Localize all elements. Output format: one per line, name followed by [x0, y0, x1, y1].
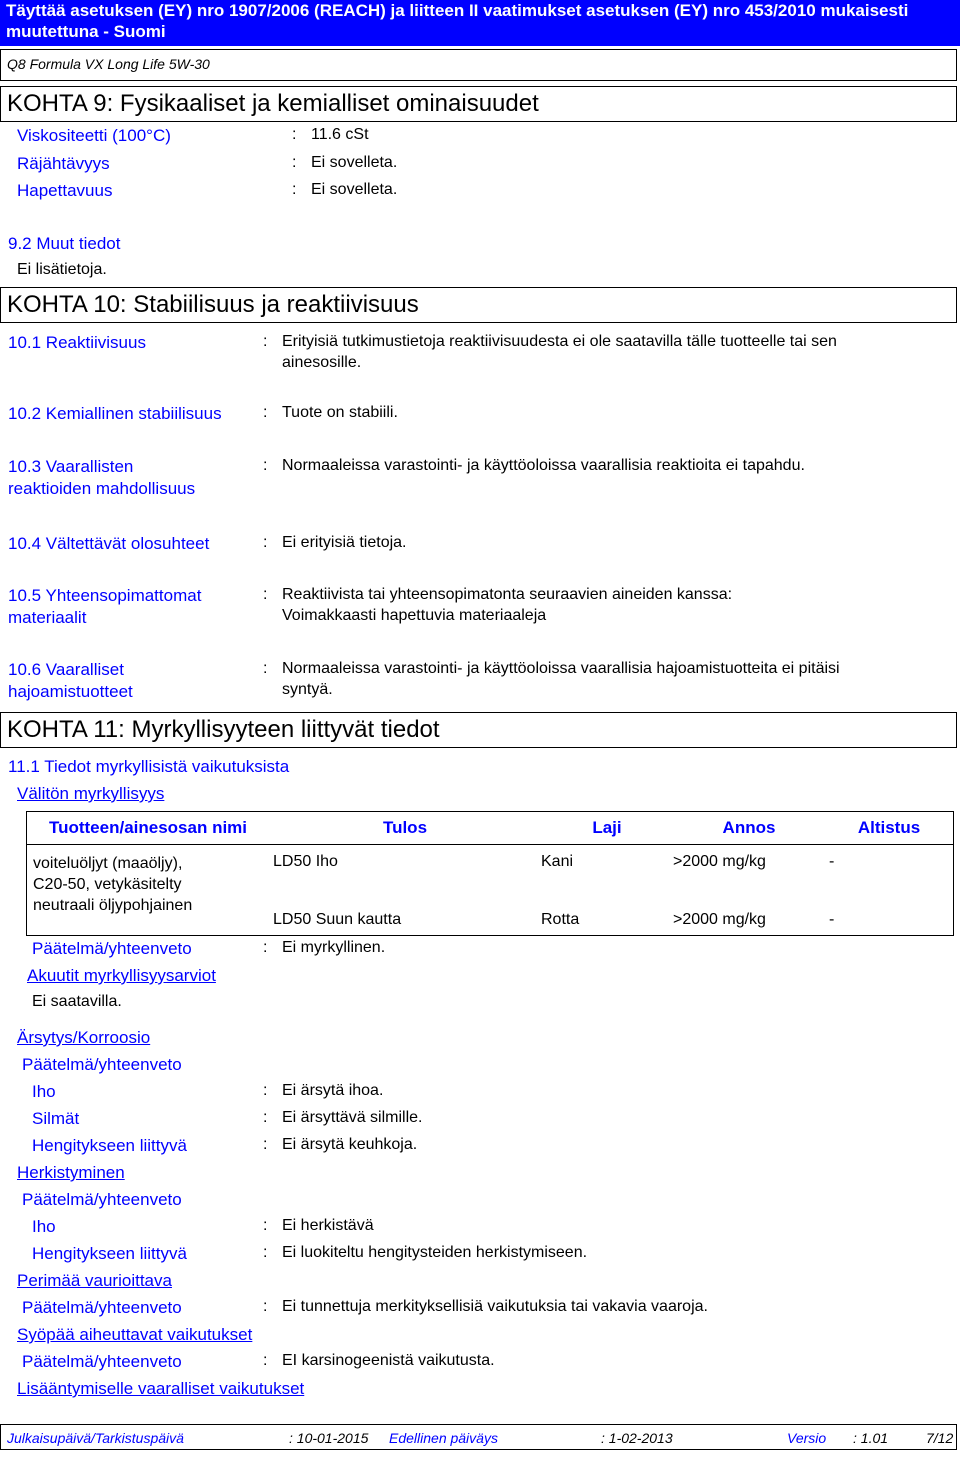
col-name: Tuotteen/ainesosan nimi	[27, 812, 270, 845]
eyes-label: Silmät	[32, 1109, 80, 1128]
issue-date-label: Julkaisupäivä/Tarkistuspäivä	[7, 1430, 184, 1446]
incompatible-label-line2: materiaalit	[8, 608, 87, 627]
colon: :	[292, 181, 297, 198]
sens-respiratory-value: Ei luokiteltu hengitysteiden herkistymiseen.	[282, 1244, 588, 1261]
regulation-title: Täyttää asetuksen (EY) nro 1907/2006 (REACH) ja liitteen II vaatimukset asetuksen (EY) nro 453/2010 mukaisesti muutettuna - Suomi	[6, 1, 909, 41]
col-exposure: Altistus	[825, 812, 954, 845]
reactivity-label: 10.1 Reaktiivisuus	[8, 333, 146, 352]
reproductive-toxicity-title: Lisääntymiselle vaaralliset vaikutukset	[17, 1379, 305, 1398]
carcinogenicity-value: EI karsinogeenistä vaikutusta.	[282, 1352, 495, 1369]
hazardous-reactions-label-line2: reaktioiden mahdollisuus	[8, 479, 196, 498]
result-cell: LD50 Iho	[273, 853, 338, 870]
explosive-label: Räjähtävyys	[17, 154, 110, 173]
decomposition-label-line1: 10.6 Vaaralliset	[8, 660, 124, 679]
exposure-cell: -	[829, 911, 835, 928]
substance-name-cell	[27, 845, 270, 936]
section-10-title	[0, 287, 957, 323]
version-label: Versio	[787, 1430, 827, 1446]
product-name-box	[0, 49, 957, 81]
hazardous-reactions-label-line1: 10.3 Vaarallisten	[8, 457, 134, 476]
colon: :	[263, 660, 268, 677]
skin-value: Ei ärsytä ihoa.	[282, 1082, 384, 1099]
colon: :	[263, 1217, 268, 1234]
reactivity-value-line1: Erityisiä tutkimustietoja reaktiivisuudesta ei ole saatavilla tälle tuotteelle tai sen	[282, 333, 837, 350]
acute-toxicity-table	[26, 811, 954, 936]
section-10-title-text: KOHTA 10: Stabiilisuus ja reaktiivisuus	[7, 291, 419, 318]
mutagenicity-title: Perimää vaurioittava	[17, 1271, 172, 1290]
colon: :	[263, 1109, 268, 1126]
viscosity-value: 11.6 cSt	[311, 126, 369, 143]
other-info-text: Ei lisätietoja.	[17, 261, 107, 278]
exposure-cell: -	[829, 853, 835, 870]
respiratory-value: Ei ärsytä keuhkoja.	[282, 1136, 418, 1153]
col-result: Tulos	[269, 812, 541, 845]
viscosity-label: Viskositeetti (100°C)	[17, 126, 171, 145]
sensitization-conclusion-label: Päätelmä/yhteenveto	[22, 1190, 182, 1209]
sens-skin-label: Iho	[32, 1217, 56, 1236]
section-9-title	[0, 86, 957, 122]
section-11-title-text: KOHTA 11: Myrkyllisyyteen liittyvät tiedot	[7, 716, 440, 743]
col-species: Laji	[541, 812, 673, 845]
sens-skin-value: Ei herkistävä	[282, 1217, 374, 1234]
mutagenicity-label: Päätelmä/yhteenveto	[22, 1298, 182, 1317]
section-9-title-text: KOHTA 9: Fysikaaliset ja kemialliset ominaisuudet	[7, 90, 539, 117]
result-cell: LD50 Suun kautta	[273, 911, 402, 928]
colon: :	[292, 154, 297, 171]
colon: :	[263, 457, 268, 474]
conclusion-value: Ei myrkyllinen.	[282, 939, 386, 956]
incompatible-value-line2: Voimakkaasti hapettuvia materiaaleja	[282, 607, 547, 624]
hazardous-reactions-value: Normaaleissa varastointi- ja käyttöoloissa vaarallisia reaktioita ei tapahdu.	[282, 457, 805, 474]
colon: :	[263, 1298, 268, 1315]
substance-line: C20-50, vetykäsitelty	[33, 876, 182, 893]
stability-value: Tuote on stabiili.	[282, 404, 398, 421]
acute-toxicity-title: Välitön myrkyllisyys	[17, 784, 165, 803]
irritation-conclusion-label: Päätelmä/yhteenveto	[22, 1055, 182, 1074]
explosive-value: Ei sovelleta.	[311, 154, 398, 171]
conclusion-label: Päätelmä/yhteenveto	[32, 939, 192, 958]
stability-label: 10.2 Kemiallinen stabiilisuus	[8, 404, 222, 423]
page-number: 7/12	[926, 1430, 954, 1446]
dose-cell: >2000 mg/kg	[673, 911, 766, 928]
section-11-title	[0, 712, 957, 748]
document-header	[0, 0, 960, 46]
sensitization-title: Herkistyminen	[17, 1163, 125, 1182]
respiratory-label: Hengitykseen liittyvä	[32, 1136, 187, 1155]
acute-estimates-value: Ei saatavilla.	[32, 993, 122, 1010]
colon: :	[292, 126, 297, 143]
substance-line: neutraali öljypohjainen	[33, 897, 193, 914]
decomposition-value-line1: Normaaleissa varastointi- ja käyttöoloissa vaarallisia hajoamistuotteita ei pitäisi	[282, 660, 840, 677]
species-cell: Rotta	[541, 911, 580, 928]
document-footer	[0, 1424, 957, 1450]
other-info-title: 9.2 Muut tiedot	[8, 234, 121, 253]
incompatible-label-line1: 10.5 Yhteensopimattomat	[8, 586, 202, 605]
sens-respiratory-label: Hengitykseen liittyvä	[32, 1244, 187, 1263]
col-dose: Annos	[673, 812, 825, 845]
colon: :	[263, 333, 268, 350]
issue-date-value: : 10-01-2015	[289, 1430, 369, 1446]
irritation-title: Ärsytys/Korroosio	[17, 1028, 151, 1047]
colon: :	[263, 1082, 268, 1099]
species-cell: Kani	[541, 853, 574, 870]
colon: :	[263, 534, 268, 551]
toxicology-subtitle: 11.1 Tiedot myrkyllisistä vaikutuksista	[8, 757, 290, 776]
conditions-avoid-value: Ei erityisiä tietoja.	[282, 534, 407, 551]
colon: :	[263, 1352, 268, 1369]
colon: :	[263, 939, 268, 956]
skin-label: Iho	[32, 1082, 56, 1101]
reactivity-value-line2: ainesosille.	[282, 354, 362, 371]
eyes-value: Ei ärsyttävä silmille.	[282, 1109, 423, 1126]
table-header-row	[27, 812, 954, 845]
table-row	[27, 845, 954, 908]
dose-cell: >2000 mg/kg	[673, 853, 766, 870]
previous-date-label: Edellinen päiväys	[389, 1430, 498, 1446]
acute-estimates-title: Akuutit myrkyllisyysarviot	[27, 966, 216, 985]
colon: :	[263, 404, 268, 421]
carcinogenicity-label: Päätelmä/yhteenveto	[22, 1352, 182, 1371]
decomposition-label-line2: hajoamistuotteet	[8, 682, 133, 701]
substance-line: voiteluöljyt (maaöljy),	[33, 855, 183, 872]
conditions-avoid-label: 10.4 Vältettävät olosuhteet	[8, 534, 210, 553]
product-name: Q8 Formula VX Long Life 5W-30	[7, 56, 210, 72]
incompatible-value-line1: Reaktiivista tai yhteensopimatonta seuraavien aineiden kanssa:	[282, 586, 733, 603]
oxidizing-value: Ei sovelleta.	[311, 181, 398, 198]
carcinogenicity-title: Syöpää aiheuttavat vaikutukset	[17, 1325, 253, 1344]
colon: :	[263, 1244, 268, 1261]
colon: :	[263, 586, 268, 603]
mutagenicity-value: Ei tunnettuja merkityksellisiä vaikutuksia tai vakavia vaaroja.	[282, 1298, 708, 1315]
oxidizing-label: Hapettavuus	[17, 181, 113, 200]
previous-date-value: : 1-02-2013	[601, 1430, 673, 1446]
decomposition-value-line2: syntyä.	[282, 681, 333, 698]
version-value: : 1.01	[853, 1430, 889, 1446]
colon: :	[263, 1136, 268, 1153]
